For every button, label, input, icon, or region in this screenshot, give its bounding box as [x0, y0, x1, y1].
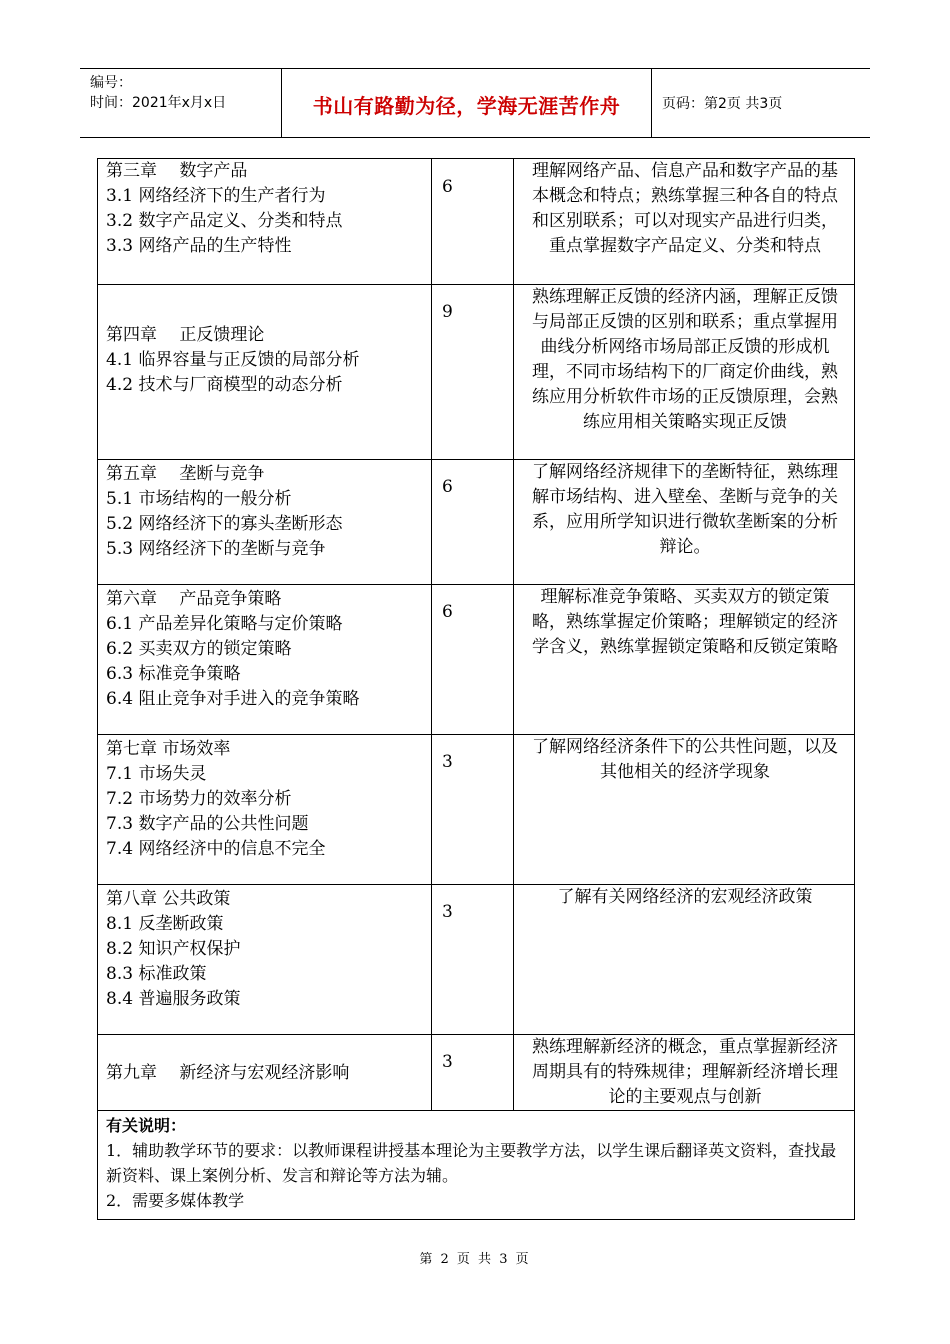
hours-cell: 3 — [432, 885, 514, 1035]
chapter-cell — [98, 1035, 432, 1111]
section-item: 3.3 网络产品的生产特性 — [106, 236, 292, 256]
header-meta — [80, 69, 282, 137]
section-item: 8.1 反垄断政策 — [106, 914, 224, 934]
hours-cell: 3 — [432, 1035, 514, 1111]
section-item: 7.4 网络经济中的信息不完全 — [106, 839, 326, 859]
table-row — [98, 1035, 855, 1111]
section-item: 3.2 数字产品定义、分类和特点 — [106, 211, 343, 231]
section-item: 6.1 产品差异化策略与定价策略 — [106, 614, 343, 634]
chapter-cell — [98, 735, 432, 885]
notes-item: 1．辅助教学环节的要求：以教师课程讲授基本理论为主要教学方法，以学生课后翻译英文资料，查找最新资料、课上案例分析、发言和辩论等方法为辅。 — [106, 1141, 837, 1185]
table-row — [98, 735, 855, 885]
hours-cell: 6 — [432, 159, 514, 285]
section-item: 5.2 网络经济下的寡头垄断形态 — [106, 514, 343, 534]
section-item: 7.1 市场失灵 — [106, 764, 207, 784]
requirement-cell: 了解网络经济条件下的公共性问题，以及其他相关的经济学现象 — [514, 735, 855, 885]
section-item: 8.2 知识产权保护 — [106, 939, 241, 959]
hours-cell: 6 — [432, 585, 514, 735]
document-number-label: 编号： — [90, 75, 132, 91]
notes-row — [98, 1111, 855, 1220]
header-page-indicator: 页码：第2页 共3页 — [662, 96, 783, 112]
section-item: 5.1 市场结构的一般分析 — [106, 489, 292, 509]
hours-cell: 3 — [432, 735, 514, 885]
page-header — [80, 68, 870, 138]
chapter-title: 第五章 垄断与竞争 — [106, 464, 265, 484]
chapter-title: 第三章 数字产品 — [106, 161, 248, 181]
requirement-cell: 了解有关网络经济的宏观经济政策 — [514, 885, 855, 1035]
section-item: 7.3 数字产品的公共性问题 — [106, 814, 309, 834]
document-date-label: 时间：2021年x月x日 — [90, 95, 227, 111]
chapter-cell — [98, 460, 432, 585]
notes-title: 有关说明： — [106, 1116, 187, 1135]
section-item: 6.3 标准竞争策略 — [106, 664, 241, 684]
table-row — [98, 159, 855, 285]
header-motto: 书山有路勤为径，学海无涯苦作舟 — [282, 69, 652, 137]
hours-cell: 6 — [432, 460, 514, 585]
notes-cell — [98, 1111, 855, 1220]
requirement-cell: 熟练理解新经济的概念，重点掌握新经济周期具有的特殊规律；理解新经济增长理论的主要观点与创新 — [514, 1035, 855, 1111]
section-item: 6.2 买卖双方的锁定策略 — [106, 639, 292, 659]
hours-cell: 9 — [432, 285, 514, 460]
syllabus-table — [97, 158, 855, 1220]
table-row — [98, 460, 855, 585]
section-item: 8.3 标准政策 — [106, 964, 207, 984]
section-item: 6.4 阻止竞争对手进入的竞争策略 — [106, 689, 360, 709]
requirement-cell: 熟练理解正反馈的经济内涵，理解正反馈与局部正反馈的区别和联系；重点掌握用曲线分析网络市场局部正反馈的形成机理，不同市场结构下的厂商定价曲线，熟练应用分析软件市场的正反馈原理，会熟练应用相关策略实现正反馈 — [514, 285, 855, 460]
chapter-cell — [98, 159, 432, 285]
table-row — [98, 285, 855, 460]
chapter-title: 第八章 公共政策 — [106, 889, 231, 909]
section-item: 4.1 临界容量与正反馈的局部分析 — [106, 350, 360, 370]
table-row — [98, 885, 855, 1035]
section-item: 5.3 网络经济下的垄断与竞争 — [106, 539, 326, 559]
section-item: 7.2 市场势力的效率分析 — [106, 789, 292, 809]
chapter-cell — [98, 285, 432, 460]
chapter-title: 第九章 新经济与宏观经济影响 — [106, 1063, 350, 1083]
section-item: 8.4 普遍服务政策 — [106, 989, 241, 1009]
chapter-cell — [98, 585, 432, 735]
chapter-cell — [98, 885, 432, 1035]
requirement-cell: 了解网络经济规律下的垄断特征，熟练理解市场结构、进入壁垒、垄断与竞争的关系，应用所学知识进行微软垄断案的分析辩论。 — [514, 460, 855, 585]
requirement-cell: 理解标准竞争策略、买卖双方的锁定策略，熟练掌握定价策略；理解锁定的经济学含义，熟练掌握锁定策略和反锁定策略 — [514, 585, 855, 735]
page-footer: 第 2 页 共 3 页 — [419, 1252, 531, 1267]
requirement-cell: 理解网络产品、信息产品和数字产品的基本概念和特点；熟练掌握三种各自的特点和区别联系；可以对现实产品进行归类，重点掌握数字产品定义、分类和特点 — [514, 159, 855, 285]
notes-item: 2．需要多媒体教学 — [106, 1191, 245, 1210]
section-item: 4.2 技术与厂商模型的动态分析 — [106, 375, 343, 395]
chapter-title: 第四章 正反馈理论 — [106, 325, 265, 345]
section-item: 3.1 网络经济下的生产者行为 — [106, 186, 326, 206]
table-row — [98, 585, 855, 735]
chapter-title: 第六章 产品竞争策略 — [106, 589, 282, 609]
chapter-title: 第七章 市场效率 — [106, 739, 231, 759]
